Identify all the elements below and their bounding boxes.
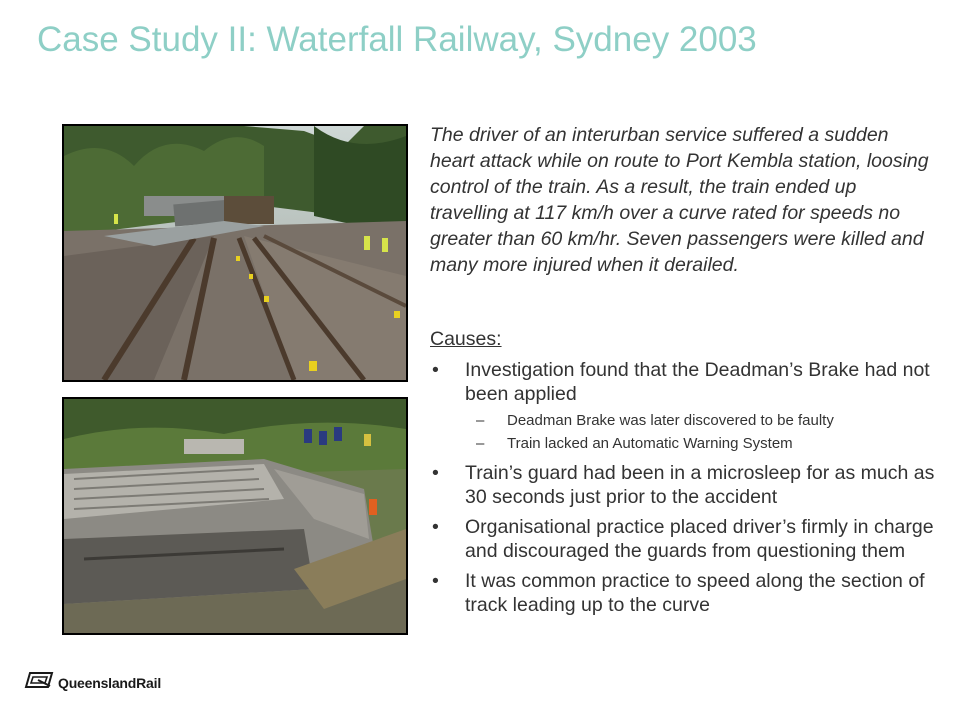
bullet-marker: • <box>432 516 439 538</box>
causes-list <box>430 358 940 623</box>
queensland-rail-logo-icon <box>24 672 54 693</box>
dash-marker: – <box>476 435 485 452</box>
causes-heading: Causes: <box>430 328 502 350</box>
dash-marker: – <box>476 412 485 429</box>
sub-cause-item <box>430 410 940 432</box>
cause-text: Investigation found that the Deadman’s Brake had not been applied <box>465 359 930 405</box>
sub-cause-text: Train lacked an Automatic Warning System <box>507 435 793 452</box>
logo-text: QueenslandRail <box>58 674 162 691</box>
slide-title: Case Study II: Waterfall Railway, Sydney 2003 <box>37 20 757 59</box>
cause-item <box>430 461 940 509</box>
wrecked-carriage-photo <box>62 397 408 635</box>
derailment-track-photo <box>62 124 408 382</box>
sub-cause-item <box>430 433 940 455</box>
queensland-rail-logo <box>24 672 161 693</box>
case-description: The driver of an interurban service suffered a sudden heart attack while on route to Port Kembla station, loosing control of the train. As a result, the train ended up travelling at 117 km/h over a curve rated for speeds no greater than 60 km/hr. Seven passengers were killed and many more injured when it derailed. <box>430 124 929 276</box>
bullet-marker: • <box>432 570 439 592</box>
cause-item <box>430 358 940 406</box>
cause-item <box>430 515 940 563</box>
cause-text: Organisational practice placed driver’s firmly in charge and discouraged the guards from questioning them <box>465 516 934 562</box>
cause-item <box>430 569 940 617</box>
cause-text: It was common practice to speed along the section of track leading up to the curve <box>465 570 925 616</box>
sub-cause-text: Deadman Brake was later discovered to be faulty <box>507 412 834 429</box>
bullet-marker: • <box>432 462 439 484</box>
cause-text: Train’s guard had been in a microsleep for as much as 30 seconds just prior to the accident <box>465 462 935 508</box>
bullet-marker: • <box>432 359 439 381</box>
